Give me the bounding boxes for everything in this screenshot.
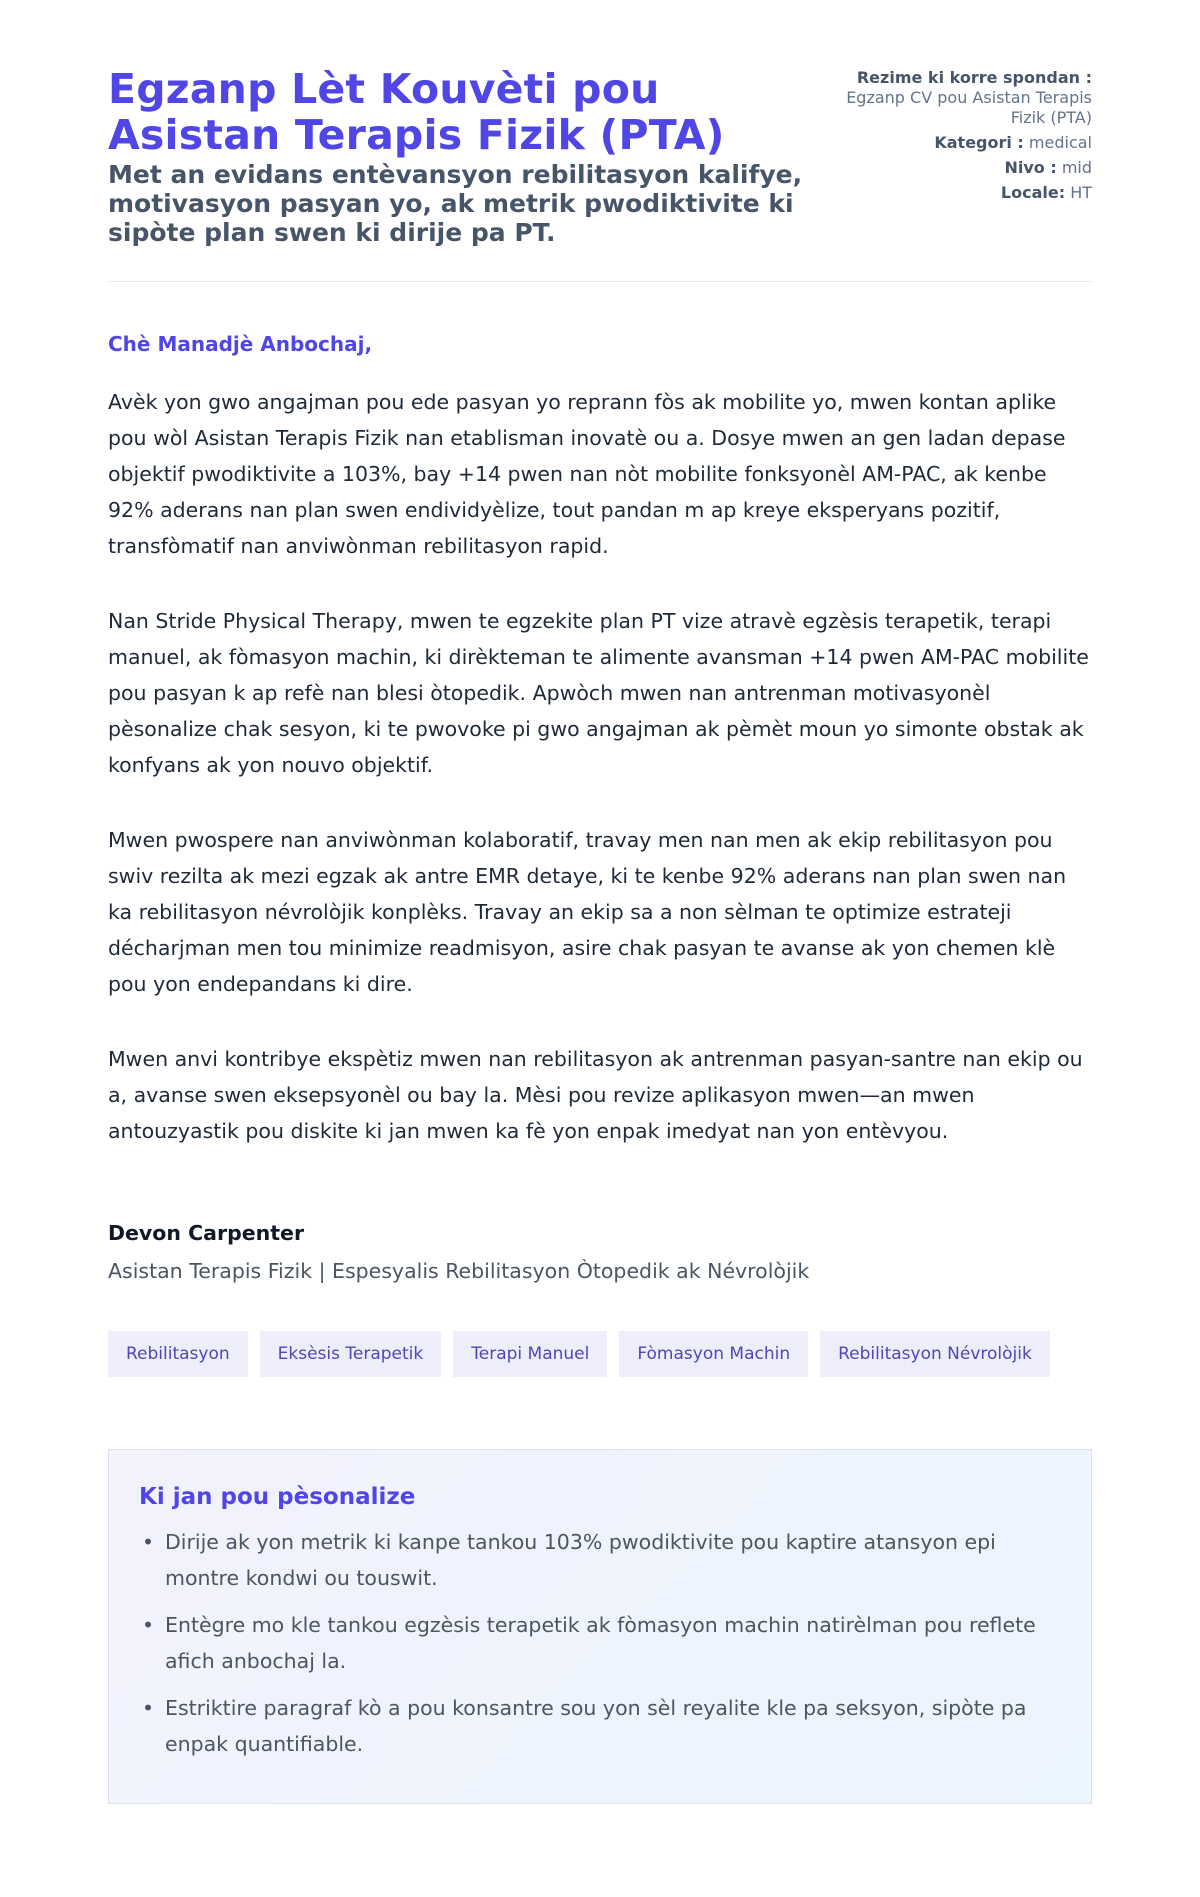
meta-summary-label: Rezime ki korre spondan : <box>856 68 1092 87</box>
bullet-icon: • <box>142 1696 155 1720</box>
tag-rebilitasyon-nevrolojik: Rebilitasyon Névrolòjik <box>820 1331 1050 1377</box>
tip-text: Estriktire paragraf kò a pou konsantre sou yon sèl reyalite kle pa seksyon, sipòte pa enpak quantifiable. <box>165 1696 1027 1756</box>
meta-category-value: medical <box>1028 133 1092 152</box>
tip-item <box>139 1690 1061 1762</box>
salutation: Chè Manadjè Anbochaj, <box>108 332 373 356</box>
page-title: Egzanp Lèt Kouvèti pou Asistan Terapis Fizik (PTA) <box>108 65 725 159</box>
customization-tips-box <box>108 1449 1092 1804</box>
signature-name: Devon Carpenter <box>108 1221 305 1245</box>
tip-text: Entègre mo kle tankou egzèsis terapetik ak fòmasyon machin natirèlman pou reflete afich anbochaj la. <box>165 1613 1036 1673</box>
meta-level <box>834 158 1092 178</box>
page-subtitle: Met an evidans entèvansyon rebilitasyon kalifye, motivasyon pasyan yo, ak metrik pwodiktivite ki sipòte plan swen ki dirije pa PT. <box>108 160 803 247</box>
keyword-tags <box>108 1331 1092 1377</box>
bullet-icon: • <box>142 1530 155 1554</box>
letter-paragraph: Mwen anvi kontribye ekspètiz mwen nan rebilitasyon ak antrenman pasyan-santre nan ekip ou a, avanse swen eksepsyonèl ou bay la. Mèsi pou revize aplikasyon mwen—an mwen antouzyastik pou diskite ki jan mwen ka fè yon enpak imedyat nan yon entèvyou. <box>108 1047 1083 1143</box>
meta-level-value: mid <box>1061 158 1092 177</box>
tips-list <box>139 1524 1061 1762</box>
tip-item <box>139 1524 1061 1596</box>
signature-title: Asistan Terapis Fizik | Espesyalis Rebilitasyon Òtopedik ak Névrolòjik <box>108 1259 810 1283</box>
signature-block <box>108 1221 1092 1283</box>
meta-locale-label: Locale: <box>1000 183 1066 202</box>
tag-fomasyon-machin: Fòmasyon Machin <box>619 1331 808 1377</box>
meta-category-label: Kategori : <box>934 133 1024 152</box>
letter-paragraph: Nan Stride Physical Therapy, mwen te egzekite plan PT vize atravè egzèsis terapetik, terapi manuel, ak fòmasyon machin, ki dirèkteman te alimente avansman +14 pwen AM-PAC mobilite pou pasyan k ap refè nan blesi òtopedik. Apwòch mwen nan antrenman motivasyonèl pèsonalize chak sesyon, ki te pwovoke pi gwo angajman ak pèmèt moun yo simonte obstak ak konfyans ak yon nouvo objektif. <box>108 609 1089 777</box>
tag-terapi-manuel: Terapi Manuel <box>453 1331 607 1377</box>
meta-panel <box>834 66 1092 208</box>
meta-locale-value: HT <box>1070 183 1092 202</box>
meta-locale <box>834 183 1092 203</box>
tag-eksesis-terapetik: Eksèsis Terapetik <box>260 1331 442 1377</box>
meta-level-label: Nivo : <box>1004 158 1057 177</box>
tip-item <box>139 1607 1061 1679</box>
tip-text: Dirije ak yon metrik ki kanpe tankou 103% pwodiktivite pou kaptire atansyon epi montre kondwi ou touswit. <box>165 1530 996 1590</box>
bullet-icon: • <box>142 1613 155 1637</box>
meta-summary <box>834 68 1092 128</box>
meta-summary-value: Egzanp CV pou Asistan Terapis Fizik (PTA) <box>846 88 1092 127</box>
header-titles <box>108 66 834 247</box>
tips-title: Ki jan pou pèsonalize <box>139 1484 416 1510</box>
tag-rebilitasyon: Rebilitasyon <box>108 1331 248 1377</box>
meta-category <box>834 133 1092 153</box>
letter-paragraph: Mwen pwospere nan anviwònman kolaboratif, travay men nan men ak ekip rebilitasyon pou swiv rezilta ak mezi egzak ak antre EMR detaye, ki te kenbe 92% aderans nan plan swen nan ka rebilitasyon névrolòjik konplèks. Travay an ekip sa a non sèlman te optimize estrateji décharjman men tou minimize readmisyon, asire chak pasyan te avanse ak yon chemen klè pou yon endepandans ki dire. <box>108 828 1067 996</box>
page-header <box>108 66 1092 282</box>
letter-paragraph: Avèk yon gwo angajman pou ede pasyan yo reprann fòs ak mobilite yo, mwen kontan aplike pou wòl Asistan Terapis Fizik nan etablisman inovatè ou a. Dosye mwen an gen ladan depase objektif pwodiktivite a 103%, bay +14 pwen nan nòt mobilite fonksyonèl AM-PAC, ak kenbe 92% aderans nan plan swen endividyèlize, tout pandan m ap kreye eksperyans pozitif, transfòmatif nan anviwònman rebilitasyon rapid. <box>108 390 1066 558</box>
letter-body <box>108 332 1092 1283</box>
